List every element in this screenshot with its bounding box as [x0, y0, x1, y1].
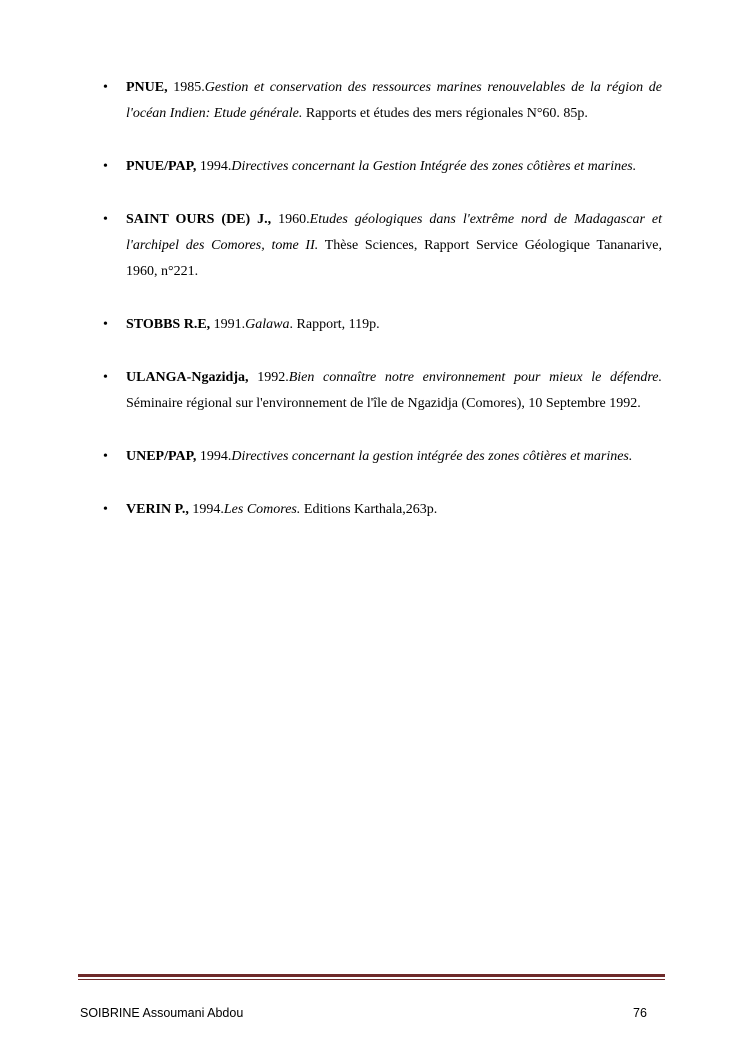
reference-item: [126, 207, 662, 285]
page-number: 76: [633, 1006, 647, 1020]
reference-title: Directives concernant la Gestion Intégrée des zones côtières et marines.: [231, 159, 637, 174]
reference-author: SAINT OURS (DE) J.,: [126, 212, 272, 227]
reference-author: PNUE/PAP,: [126, 159, 197, 174]
reference-item: [126, 312, 662, 338]
reference-year: 1985.: [167, 80, 205, 95]
reference-year: 1991.: [210, 317, 246, 332]
reference-details: Séminaire régional sur l'environnement de l'île de Ngazidja (Comores), 10 Septembre 1992.: [126, 396, 641, 411]
reference-item: [126, 75, 662, 127]
reference-title: Galawa: [245, 317, 290, 332]
reference-year: 1994.: [188, 502, 224, 517]
reference-year: 1994.: [196, 449, 232, 464]
reference-year: 1960.: [271, 212, 310, 227]
reference-details: . Rapport, 119p.: [289, 317, 380, 332]
footer-rule-thick: [78, 974, 665, 977]
reference-author: PNUE,: [126, 80, 168, 95]
reference-details: Rapports et études des mers régionales N°60. 85p.: [302, 106, 588, 121]
reference-author: UNEP/PAP,: [126, 449, 197, 464]
reference-details: Thèse Sciences, Rapport Service Géologique Tananarive, 1960, n°221.: [126, 238, 662, 279]
reference-year: 1992.: [248, 370, 289, 385]
reference-details: Editions Karthala,263p.: [300, 502, 438, 517]
reference-title: Etudes géologiques dans l'extrême nord de Madagascar et l'archipel des Comores, tome II.: [126, 212, 662, 253]
reference-year: 1994.: [196, 159, 232, 174]
reference-item: [126, 154, 662, 180]
reference-title: Directives concernant la gestion intégrée des zones côtières et marines.: [231, 449, 633, 464]
reference-title: Bien connaître notre environnement pour mieux le défendre.: [288, 370, 663, 385]
reference-author: STOBBS R.E,: [126, 317, 211, 332]
footer-author: SOIBRINE Assoumani Abdou: [80, 1006, 244, 1020]
reference-item: [126, 497, 662, 523]
reference-author: VERIN P.,: [126, 502, 189, 517]
reference-title: Gestion et conservation des ressources marines renouvelables de la région de l'océan Indien: Etude générale.: [126, 80, 662, 121]
reference-item: [126, 444, 662, 470]
reference-item: [126, 365, 662, 417]
reference-author: ULANGA-Ngazidja,: [126, 370, 249, 385]
bibliography-list: [126, 75, 662, 550]
reference-title: Les Comores.: [223, 502, 301, 517]
footer-rule-thin: [78, 979, 665, 980]
